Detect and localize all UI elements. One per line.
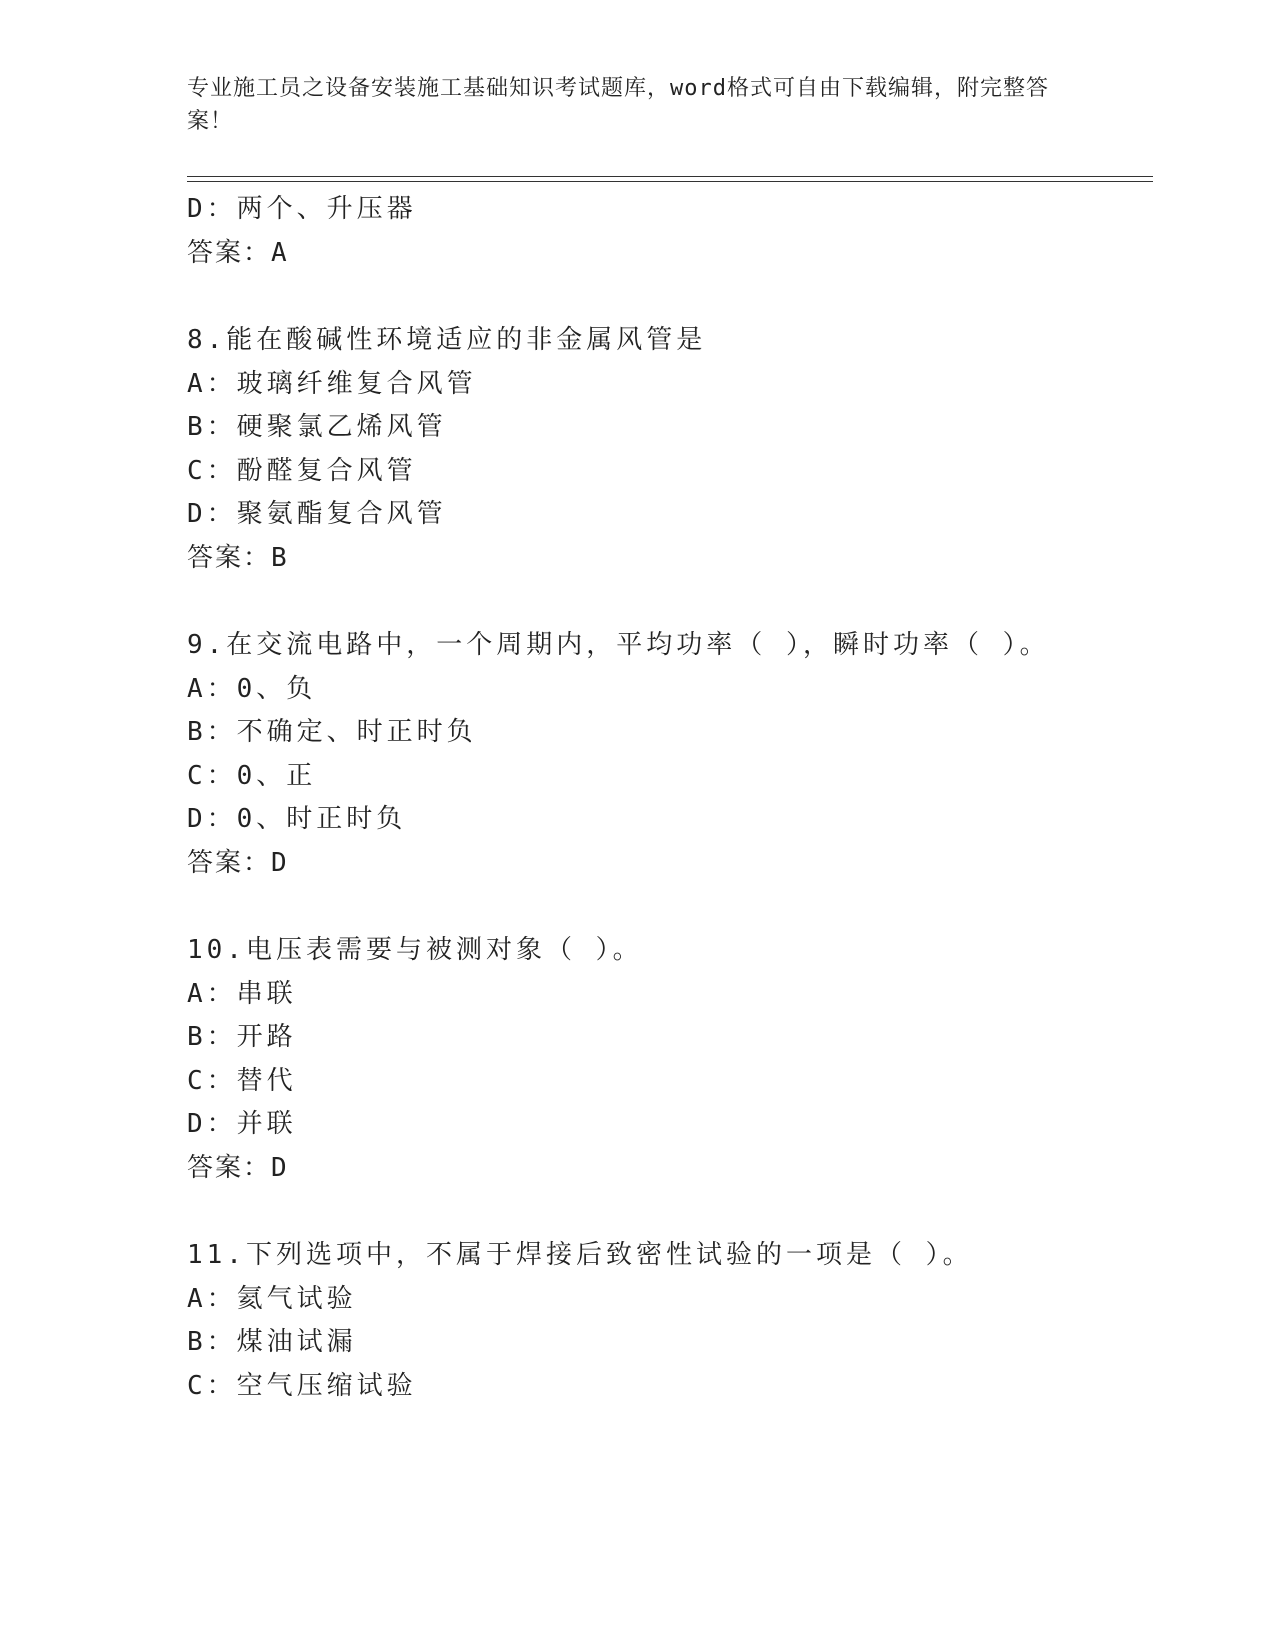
answer-label: 答案： — [187, 848, 272, 878]
answer-value: B — [271, 543, 291, 573]
question-stem: 9.在交流电路中，一个周期内，平均功率（ ），瞬时功率（ ）。 — [187, 630, 1050, 660]
option-c: C：替代 — [187, 1066, 297, 1096]
answer — [187, 541, 291, 575]
option-b: B：开路 — [187, 1022, 297, 1052]
option-c: C：空气压缩试验 — [187, 1371, 417, 1401]
prev-option-d: D：两个、升压器 — [187, 194, 417, 224]
option-d: D：并联 — [187, 1109, 297, 1139]
answer-label: 答案： — [187, 543, 272, 573]
answer-value: D — [271, 848, 291, 878]
header-divider-bottom — [187, 181, 1153, 182]
option-d: D：0、时正时负 — [187, 804, 407, 834]
option-d: D：聚氨酯复合风管 — [187, 499, 447, 529]
question-stem: 8.能在酸碱性环境适应的非金属风管是 — [187, 325, 707, 355]
option-b: B：不确定、时正时负 — [187, 717, 477, 747]
answer-value: A — [271, 238, 291, 268]
option-a: A：玻璃纤维复合风管 — [187, 369, 477, 399]
option-a: A：氦气试验 — [187, 1284, 357, 1314]
option-a: A：串联 — [187, 979, 297, 1009]
answer — [187, 1151, 291, 1185]
answer-label: 答案： — [187, 1153, 272, 1183]
option-c: C：0、正 — [187, 761, 317, 791]
question-stem: 11.下列选项中，不属于焊接后致密性试验的一项是（ ）。 — [187, 1240, 973, 1270]
answer — [187, 846, 291, 880]
answer-value: D — [271, 1153, 291, 1183]
answer-label: 答案： — [187, 238, 272, 268]
option-c: C：酚醛复合风管 — [187, 456, 417, 486]
prev-answer — [187, 236, 291, 270]
option-b: B：煤油试漏 — [187, 1327, 357, 1357]
header-divider-top — [187, 176, 1153, 177]
option-b: B：硬聚氯乙烯风管 — [187, 412, 447, 442]
option-a: A：0、负 — [187, 674, 317, 704]
page-header-intro: 专业施工员之设备安装施工基础知识考试题库，word格式可自由下载编辑，附完整答案！ — [187, 76, 1049, 134]
question-stem: 10.电压表需要与被测对象（ ）。 — [187, 935, 643, 965]
